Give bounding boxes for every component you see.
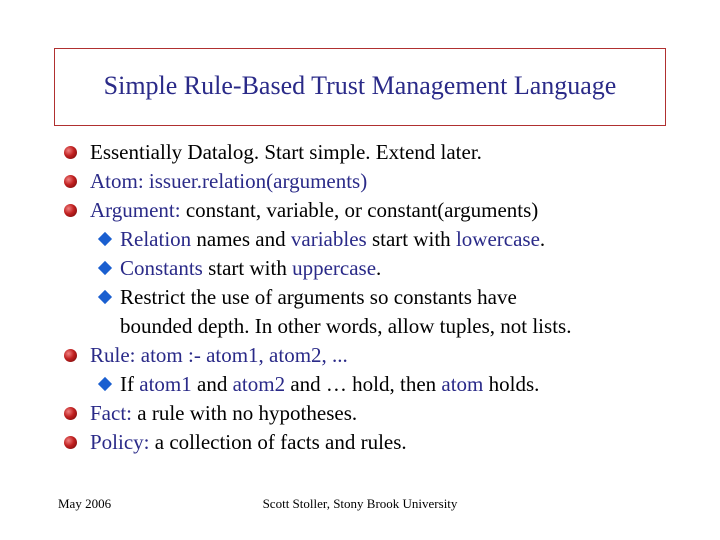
title-box: [54, 48, 666, 126]
list-item: Atom: issuer.relation(arguments): [64, 167, 684, 196]
list-item: Relation names and variables start with lowercase.: [64, 225, 684, 254]
list-item: Restrict the use of arguments so constants have bounded depth. In other words, allow tuples, not lists.: [64, 283, 684, 341]
red-ball-bullet-icon: [64, 146, 77, 159]
keyword: Fact:: [90, 401, 132, 425]
list-item: Policy: a collection of facts and rules.: [64, 428, 684, 457]
keyword: Argument:: [90, 198, 181, 222]
list-item: Fact: a rule with no hypotheses.: [64, 399, 684, 428]
keyword: Policy:: [90, 430, 150, 454]
list-item: Argument: constant, variable, or constant(arguments): [64, 196, 684, 225]
blue-diamond-bullet-icon: [98, 261, 112, 275]
list-item: Essentially Datalog. Start simple. Extend later.: [64, 138, 684, 167]
red-ball-bullet-icon: [64, 175, 77, 188]
slide-title: Simple Rule-Based Trust Management Language: [103, 71, 617, 100]
red-ball-bullet-icon: [64, 349, 77, 362]
list-item: Constants start with uppercase.: [64, 254, 684, 283]
list-item: Rule: atom :- atom1, atom2, ...: [64, 341, 684, 370]
footer-date: May 2006: [58, 496, 112, 511]
keyword: Atom:: [90, 169, 144, 193]
red-ball-bullet-icon: [64, 204, 77, 217]
footer-author: Scott Stoller, Stony Brook University: [262, 496, 458, 511]
blue-diamond-bullet-icon: [98, 232, 112, 246]
bullet-list: [64, 138, 684, 457]
red-ball-bullet-icon: [64, 407, 77, 420]
blue-diamond-bullet-icon: [98, 377, 112, 391]
red-ball-bullet-icon: [64, 436, 77, 449]
list-item: If atom1 and atom2 and … hold, then atom holds.: [64, 370, 684, 399]
blue-diamond-bullet-icon: [98, 290, 112, 304]
keyword: Rule:: [90, 343, 136, 367]
